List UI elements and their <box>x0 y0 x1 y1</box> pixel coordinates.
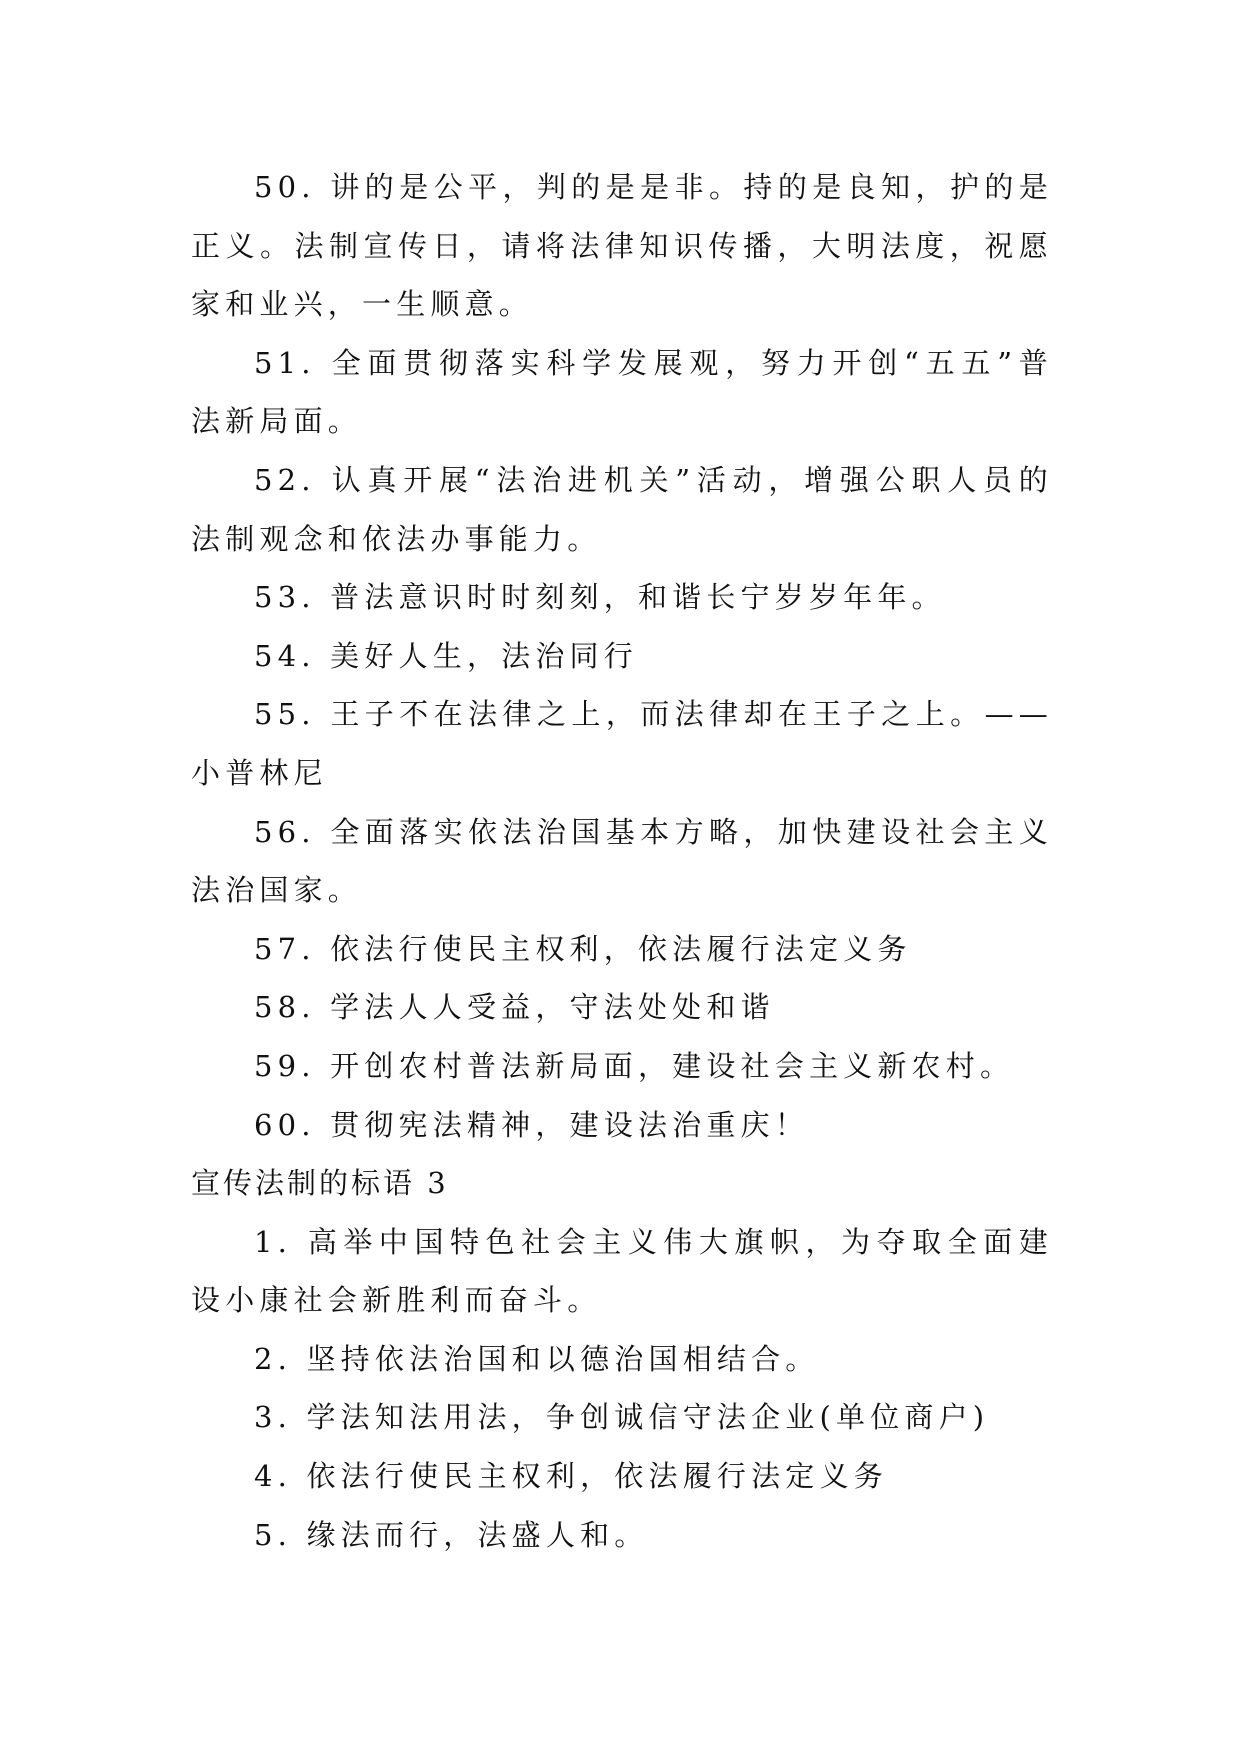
slogan-item-52: 52. 认真开展“法治进机关”活动，增强公职人员的法制观念和依法办事能力。 <box>191 462 1053 556</box>
slogan-item-53: 53. 普法意识时时刻刻，和谐长宁岁岁年年。 <box>254 580 946 615</box>
slogan-item-3: 3. 学法知法用法，争创诚信守法企业(单位商户) <box>254 1400 990 1435</box>
document-body <box>191 158 1053 1564</box>
slogan-item-2: 2. 坚持依法治国和以德治国相结合。 <box>254 1341 820 1376</box>
slogan-item-55: 55. 王子不在法律之上，而法律却在王子之上。——小普林尼 <box>191 697 1053 790</box>
slogan-item-51: 51. 全面贯彻落实科学发展观，努力开创“五五”普法新局面。 <box>191 345 1053 439</box>
slogan-item-57: 57. 依法行使民主权利，依法履行法定义务 <box>254 931 912 966</box>
slogan-item-54: 54. 美好人生，法治同行 <box>254 638 638 673</box>
slogan-item-56: 56. 全面落实依法治国基本方略，加快建设社会主义法治国家。 <box>191 814 1053 908</box>
slogan-item-5: 5. 缘法而行，法盛人和。 <box>254 1517 649 1552</box>
slogan-item-50: 50. 讲的是公平，判的是是非。持的是良知，护的是正义。法制宣传日，请将法律知识传播，大明法度，祝愿家和业兴，一生顺意。 <box>191 170 1053 322</box>
slogan-item-1: 1. 高举中国特色社会主义伟大旗帜，为夺取全面建设小康社会新胜利而奋斗。 <box>191 1224 1053 1318</box>
section-heading: 宣传法制的标语 3 <box>191 1166 449 1201</box>
slogan-item-60: 60. 贯彻宪法精神，建设法治重庆！ <box>254 1107 809 1142</box>
slogan-item-4: 4. 依法行使民主权利，依法履行法定义务 <box>254 1459 888 1494</box>
slogan-item-58: 58. 学法人人受益，守法处处和谐 <box>254 990 775 1025</box>
slogan-item-59: 59. 开创农村普法新局面，建设社会主义新农村。 <box>254 1048 1015 1083</box>
